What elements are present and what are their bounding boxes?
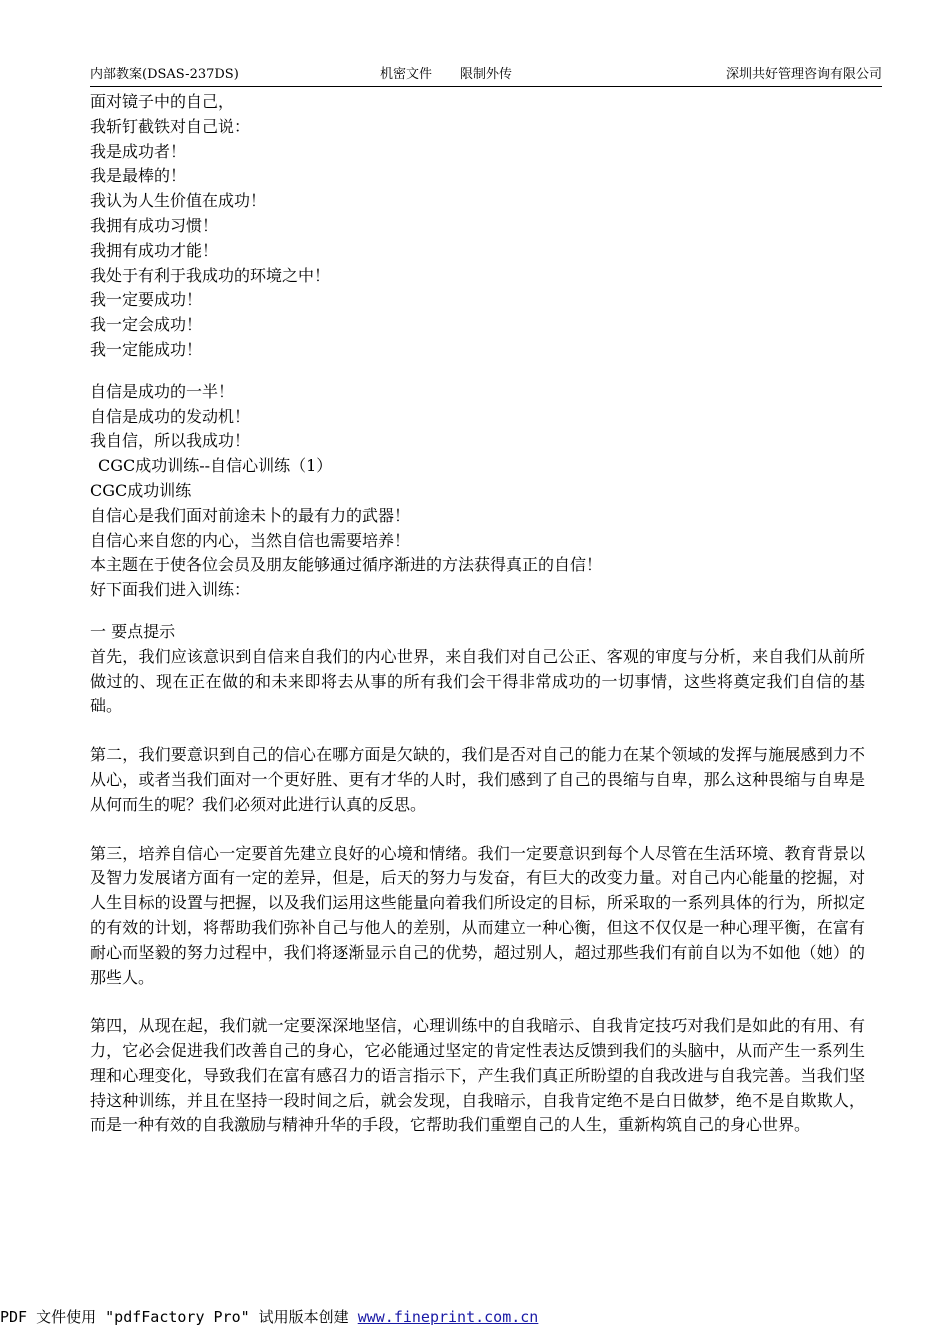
paragraph-first: 首先，我们应该意识到自信来自我们的内心世界，来自我们对自己公正、客观的审度与分析，来自我们从前所做过的、现在正在做的和未来即将去从事的所有我们会干得非常成功的一切事情，这些将奠定我们自信的基础。 [90,646,865,716]
pdf-footer [0,1306,538,1328]
affirmation-line: 我一定能成功！ [90,339,203,359]
footer-link[interactable]: www.fineprint.com.cn [357,1308,539,1326]
intro-line: 好下面我们进入训练： [90,580,251,600]
header-doc-code: 内部教案(DSAS-237DS) [90,67,239,82]
affirmation-line: 我拥有成功才能！ [90,240,219,260]
paragraph-second: 第二，我们要意识到自己的信心在哪方面是欠缺的，我们是否对自己的能力在某个领域的发挥与施展感到力不从心，或者当我们面对一个更好胜、更有才华的人时，我们感到了自己的畏缩与自卑，那么这种畏缩与自卑是从何而生的呢？我们必须对此进行认真的反思。 [90,745,865,814]
affirmation-line: 我拥有成功习惯！ [90,215,219,235]
affirmation-line: 面对镜子中的自己， [90,92,235,111]
affirmation-line: 我斩钉截铁对自己说： [90,116,251,136]
affirmation-line: 我认为人生价值在成功！ [90,191,267,211]
intro-line: 自信心是我们面对前途未卜的最有力的武器！ [90,505,411,525]
affirmation-line: 我是成功者！ [90,141,187,161]
intro-line: 自信心来自您的内心，当然自信也需要培养！ [90,530,411,550]
footer-text: PDF 文件使用 "pdfFactory Pro" 试用版本创建 [0,1308,358,1326]
header-confidential-label: 机密文件 [380,67,433,82]
spacer [90,719,865,743]
header-company-name: 深圳共好管理咨询有限公司 [725,67,882,82]
paragraph-fourth: 第四，从现在起，我们就一定要深深地坚信，心理训练中的自我暗示、自我肯定技巧对我们是如此的有用、有力，它必会促进我们改善自己的身心，它必能通过坚定的肯定性表达反馈到我们的头脑中，从而产生一系列生理和心理变化，导致我们在富有感召力的语言指示下，产生我们真正所盼望的自我改进与自我完善。当我们坚持这种训练，并且在坚持一段时间之后，就会发现，自我暗示，自我肯定绝不是白日做梦，绝不是自欺欺人，而是一种有效的自我激励与精神升华的手段，它帮助我们重塑自己的人生，重新构筑自己的身心世界。 [90,1016,865,1135]
affirmation-line: 我是最棒的！ [90,166,187,186]
spacer [90,603,865,620]
training-title: CGC成功训练--自信心训练（1） [98,456,333,476]
affirmation-line: 我一定要成功！ [90,290,203,310]
intro-line: 本主题在于使各位会员及朋友能够通过循序渐进的方法获得真正的自信！ [90,555,603,575]
paragraph-third: 第三，培养自信心一定要首先建立良好的心境和情绪。我们一定要意识到每个人尽管在生活环境、教育背景以及智力发展诸方面有一定的差异，但是，后天的努力与发奋，有巨大的改变力量。对自己内心能量的挖掘，对人生目标的设置与把握，以及我们运用这些能量向着我们所设定的目标，所采取的一系列具体的行为，所拟定的有效的计划，将帮助我们弥补自己与他人的差别，从而建立一种心衡，但这不仅仅是一种心理平衡，在富有耐心而坚毅的努力过程中，我们将逐渐显示自己的优势，超过别人，超过那些我们有前自以为不如他（她）的那些人。 [90,843,865,987]
header-restricted-label: 限制外传 [460,67,513,82]
spacer [90,818,865,842]
header-confidentiality [380,66,512,84]
affirmation-line: 我一定会成功！ [90,315,203,335]
confidence-line: 我自信，所以我成功！ [90,431,251,451]
spacer [90,990,865,1014]
page-header [90,66,882,87]
affirmation-line: 我处于有利于我成功的环境之中！ [90,265,331,285]
confidence-line: 自信是成功的一半！ [90,381,235,401]
training-subtitle: CGC成功训练 [90,480,192,500]
document-body [90,90,865,1138]
confidence-line: 自信是成功的发动机！ [90,406,251,426]
section-title: 一 要点提示 [90,621,176,641]
spacer [90,363,865,380]
